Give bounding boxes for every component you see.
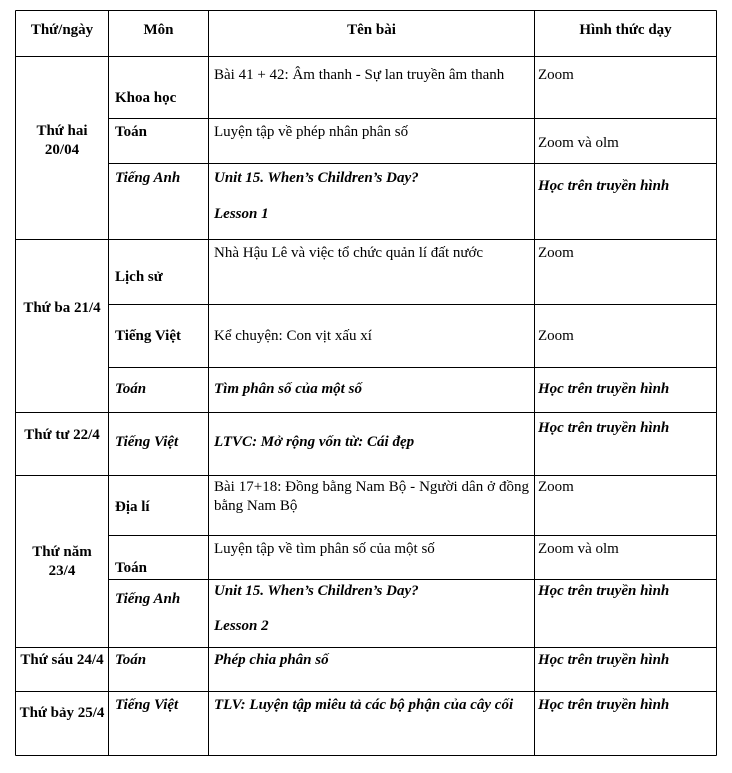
schedule-table	[15, 10, 717, 756]
day-label: Thứ ba 21/4	[23, 300, 101, 316]
lesson-cell-line2: Lesson 2	[214, 618, 269, 634]
method-cell: Zoom	[538, 479, 574, 495]
lesson-cell: TLV: Luyện tập miêu tả các bộ phận của cây cối	[214, 697, 514, 713]
method-cell: Học trên truyền hình	[538, 178, 670, 194]
header-method: Hình thức dạy	[579, 22, 672, 38]
subject-cell: Khoa học	[115, 90, 177, 106]
method-cell: Học trên truyền hình	[538, 652, 670, 668]
method-cell: Zoom và olm	[538, 541, 619, 557]
lesson-cell: Unit 15. When’s Children’s Day?	[214, 583, 419, 599]
subject-cell: Toán	[115, 560, 147, 576]
lesson-cell: Luyện tập về tìm phân số của một số	[214, 541, 435, 557]
lesson-cell: Nhà Hậu Lê và việc tổ chức quản lí đất nước	[214, 245, 484, 261]
header-day: Thứ/ngày	[30, 22, 94, 38]
lesson-cell: Bài 17+18: Đồng bằng Nam Bộ - Người dân ở đồng bằng Nam Bộ	[214, 479, 529, 514]
day-label: Thứ bảy 25/4	[19, 705, 105, 721]
header-lesson: Tên bài	[347, 22, 396, 38]
method-cell: Zoom và olm	[538, 135, 619, 151]
day-label: Thứ hai 20/04	[36, 123, 88, 158]
day-label: Thứ tư 22/4	[24, 427, 100, 443]
subject-cell: Toán	[115, 381, 147, 397]
lesson-cell: Kể chuyện: Con vịt xấu xí	[214, 328, 372, 344]
subject-cell: Tiếng Việt	[115, 434, 179, 450]
subject-cell: Địa lí	[115, 499, 150, 515]
lesson-cell: Phép chia phân số	[214, 652, 329, 668]
method-cell: Zoom	[538, 328, 574, 344]
method-cell: Zoom	[538, 67, 574, 83]
subject-cell: Tiếng Anh	[115, 170, 181, 186]
subject-cell: Tiếng Việt	[115, 697, 179, 713]
lesson-cell: Tìm phân số của một số	[214, 381, 362, 397]
lesson-cell-line2: Lesson 1	[214, 206, 269, 222]
method-cell: Zoom	[538, 245, 574, 261]
lesson-cell: Bài 41 + 42: Âm thanh - Sự lan truyền âm thanh	[214, 67, 505, 83]
day-label: Thứ sáu 24/4	[20, 652, 104, 668]
lesson-cell: Luyện tập về phép nhân phân số	[214, 124, 409, 140]
day-label: Thứ năm 23/4	[32, 544, 92, 579]
subject-cell: Tiếng Việt	[115, 328, 181, 344]
subject-cell: Toán	[115, 124, 147, 140]
lesson-cell: Unit 15. When’s Children’s Day?	[214, 170, 419, 186]
lesson-cell: LTVC: Mở rộng vốn từ: Cái đẹp	[214, 434, 415, 450]
subject-cell: Toán	[115, 652, 147, 668]
method-cell: Học trên truyền hình	[538, 381, 670, 397]
header-subject: Môn	[143, 22, 174, 38]
method-cell: Học trên truyền hình	[538, 420, 670, 436]
subject-cell: Lịch sử	[115, 269, 163, 285]
subject-cell: Tiếng Anh	[115, 591, 181, 607]
method-cell: Học trên truyền hình	[538, 583, 670, 599]
method-cell: Học trên truyền hình	[538, 697, 670, 713]
